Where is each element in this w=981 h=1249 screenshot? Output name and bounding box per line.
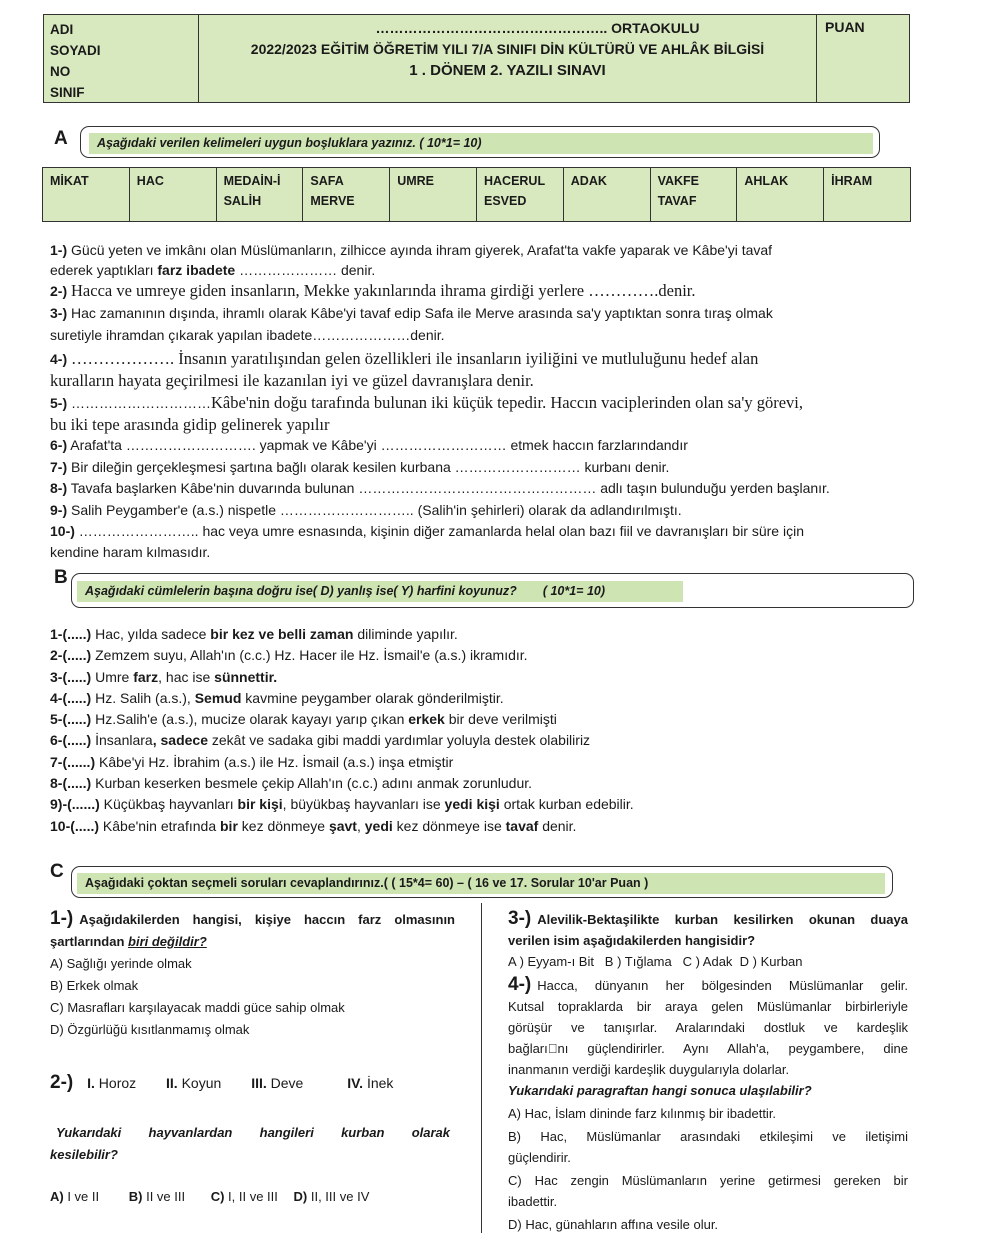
school-name: ………………………………………….. ORTAOKULU — [375, 20, 700, 36]
section-c-letter: C — [50, 861, 64, 882]
mcq-4-paragraph-line: görüşür ve tanışırlar. Aralarındaki dostluk ve kardeşlik — [508, 1020, 908, 1035]
word-cell: UMRE — [390, 168, 477, 221]
column-divider — [481, 903, 482, 1233]
mcq-4-option-c-cont: ibadettir. — [508, 1194, 558, 1209]
fill-question-5-cont: bu iki tepe arasında gidip gelinerek yapılır — [50, 415, 330, 434]
word-cell: VAKFE TAVAF — [651, 168, 738, 221]
word-bank-table — [42, 167, 911, 222]
word-cell: HAC — [130, 168, 217, 221]
word-cell: HACERUL ESVED — [477, 168, 564, 221]
fill-question-10: 10-) …………………….. hac veya umre esnasında, kişinin diğer zamanlarda helal olan bazı fiil ve davranışları bir süre için — [50, 523, 804, 539]
mcq-4-option-b: B) Hac, Müslümanlar arasındaki etkileşimi ve iletişimi — [508, 1129, 908, 1144]
mcq-right-column — [508, 908, 908, 1235]
true-false-item-7: 7-(......) Kâbe'yi Hz. İbrahim (a.s.) ile Hz. İsmail (a.s.) inşa etmiştir — [50, 753, 454, 770]
mcq-4-paragraph-line: Kutsal topraklarda bir araya gelen Müslümanlar birbirleriyle — [508, 999, 908, 1014]
section-a-instruction-box — [80, 126, 880, 158]
word-cell: MİKAT — [43, 168, 130, 221]
fill-question-4-cont: kuralların hayata geçirilmesi ile kazanılan iyi ve güzel davranışlara denir. — [50, 371, 534, 390]
section-b-instruction: Aşağıdaki cümlelerin başına doğru ise( D) yanlış ise( Y) harfini koyunuz? ( 10*1= 10) — [77, 581, 683, 602]
fill-question-3-cont: suretiyle ihramdan çıkarak yapılan ibadete…………………denir. — [50, 327, 445, 343]
mcq-4-option-d: D) Hac, günahların affına vesile olur. — [508, 1217, 719, 1232]
section-c-instruction: Aşağıdaki çoktan seçmeli soruları cevaplandırınız.( ( 15*4= 60) – ( 16 ve 17. Sorular 10'ar Puan ) — [77, 873, 885, 894]
mcq-1-stem: 1-) Aşağıdakilerden hangisi, kişiye haccın farz olmasının — [50, 908, 455, 929]
mcq-1-option-a: A) Sağlığı yerinde olmak — [50, 956, 192, 971]
section-b-letter: B — [54, 567, 68, 588]
word-cell: İHRAM — [831, 174, 873, 188]
mcq-4-question: Yukarıdaki paragraftan hangi sonuca ulaşılabilir? — [508, 1083, 812, 1098]
true-false-item-8: 8-(.....) Kurban keserken besmele çekip Allah'ın (c.c.) adını anmak zorunludur. — [50, 775, 533, 792]
fill-question-9: 9-) Salih Peygamber'e (a.s.) nispetle ……………………….. (Salih'in şehirleri) olarak da adlandırılmıştı. — [50, 501, 682, 518]
fill-question-1: 1-) Gücü yeten ve imkânı olan Müslümanların, zilhicce ayında ihram giyerek, Arafat'ta vakfe yaparak ve Kâbe'yi tavaf — [50, 242, 773, 258]
mcq-left-column — [50, 908, 455, 1041]
word-cell: SAFA MERVE — [303, 168, 390, 221]
mcq-2-options: A) I ve II B) II ve III C) I, II ve III D) II, III ve IV — [50, 1189, 370, 1204]
section-c-instruction-box — [71, 866, 893, 898]
mcq-1-option-d: D) Özgürlüğü kısıtlanmamış olmak — [50, 1022, 250, 1037]
exam-title-block — [199, 15, 817, 102]
fill-question-3: 3-) Hac zamanının dışında, ihramlı olarak Kâbe'yi tavaf edip Safa ile Merve arasında sa'y yaptıktan sonra tıraş olmak — [50, 304, 773, 321]
section-a-instruction: Aşağıdaki verilen kelimeleri uygun boşluklara yazınız. ( 10*1= 10) — [89, 133, 873, 154]
fill-question-6: 6-) Arafat'ta ………………………. yapmak ve Kâbe'yi ……………………… etmek haccın farzlarındandır — [50, 437, 688, 453]
name-label: ADI — [50, 22, 74, 37]
fill-question-1-cont: ederek yaptıkları farz ibadete ………………… denir. — [50, 261, 376, 278]
section-b-instruction-box — [71, 573, 914, 608]
exam-title: 2022/2023 EĞİTİM ÖĞRETİM YILI 7/A SINIFI DİN KÜLTÜRÜ VE AHLÂK BİLGİSİ — [250, 41, 765, 57]
fill-question-2: 2-) Hacca ve umreye giden insanların, Mekke yakınlarında ihrama girdiği yerlere ………….denir. — [50, 280, 696, 300]
mcq-1-option-b: B) Erkek olmak — [50, 978, 139, 993]
true-false-item-10: 10-(.....) Kâbe'nin etrafında bir kez dönmeye şavt, yedi kez dönmeye ise tavaf denir. — [50, 817, 577, 834]
word-cell: MEDAİN-İ SALİH — [217, 168, 304, 221]
mcq-4-option-a: A) Hac, İslam dininde farz kılınmış bir ibadettir. — [508, 1106, 777, 1121]
class-label: SINIF — [50, 85, 85, 100]
mcq-2-items: 2-) I. Horoz II. Koyun III. Deve IV. İnek — [50, 1072, 394, 1093]
mcq-3-stem: 3-) Alevilik-Bektaşilikte kurban kesilirken okunan duaya — [508, 908, 908, 929]
mcq-4-stem: 4-) Hacca, dünyanın her bölgesinden Müslümanlar gelir. — [508, 974, 908, 995]
fill-question-8: 8-) Tavafa başlarken Kâbe'nin duvarında bulunan …………………………………………… adlı taşın bulunduğu yerden başlanır. — [50, 480, 830, 496]
word-cell: AHLAK — [737, 168, 824, 221]
fill-question-10-cont: kendine haram kılmasıdır. — [50, 543, 211, 560]
mcq-4-option-b-cont: güçlendirir. — [508, 1150, 571, 1165]
exam-header — [43, 14, 910, 103]
mcq-4-paragraph-line: bağları nı güçlendirirler. Aynı Allah'a, peygambere, dine — [508, 1041, 908, 1056]
true-false-item-5: 5-(.....) Hz.Salih'e (a.s.), mucize olarak kayayı yarıp çıkan erkek bir deve verilmişti — [50, 711, 557, 728]
fill-question-4: 4-) ………………. İnsanın yaratılışından gelen özellikleri ile insanların iyiliğini ve mutluluğunu hedef alan — [50, 349, 759, 368]
true-false-item-1: 1-(.....) Hac, yılda sadece bir kez ve belli zaman diliminde yapılır. — [50, 626, 458, 642]
score-box — [817, 15, 909, 102]
mcq-1-stem-cont: şartlarından biri değildir? — [50, 934, 207, 949]
mcq-3-options: A ) Eyyam-ı Bit B ) Tığlama C ) Adak D ) Kurban — [508, 954, 803, 969]
mcq-3-stem-cont: verilen isim aşağıdakilerden hangisidir? — [508, 933, 756, 948]
true-false-item-9: 9)-(......) Küçükbaş hayvanları bir kişi, büyükbaş hayvanları ise yedi kişi ortak kurban edebilir. — [50, 796, 634, 813]
surname-label: SOYADI — [50, 43, 101, 58]
true-false-item-4: 4-(.....) Hz. Salih (a.s.), Semud kavmine peygamber olarak gönderilmiştir. — [50, 689, 504, 706]
student-info-labels — [44, 15, 199, 102]
mcq-4-option-c: C) Hac zengin Müslümanların yerine getirmesi gereken bir — [508, 1173, 908, 1188]
true-false-item-3: 3-(.....) Umre farz, hac ise sünnettir. — [50, 668, 278, 685]
number-label: NO — [50, 64, 71, 79]
mcq-2-stem: Yukarıdaki hayvanlardan hangileri kurban olarak kesilebilir? — [50, 1125, 450, 1162]
exam-subtitle: 1 . DÖNEM 2. YAZILI SINAVI — [409, 62, 606, 79]
section-b-items — [50, 624, 920, 837]
fill-question-5: 5-) …………………………Kâbe'nin doğu tarafında bulunan iki küçük tepedir. Haccın vaciplerinden olan sa'y görevi, — [50, 393, 803, 412]
word-cell: ADAK — [564, 168, 651, 221]
fill-question-7: 7-) Bir dileğin gerçekleşmesi şartına bağlı olarak kesilen kurbana ……………………… kurbanı denir. — [50, 458, 670, 475]
score-label: PUAN — [825, 19, 865, 35]
section-a-letter: A — [54, 128, 68, 149]
true-false-item-2: 2-(.....) Zemzem suyu, Allah'ın (c.c.) Hz. Hacer ile Hz. İsmail'e (a.s.) ikramıdır. — [50, 647, 528, 664]
section-a-questions — [50, 240, 920, 561]
true-false-item-6: 6-(.....) İnsanlara, sadece zekât ve sadaka gibi maddi yardımlar yoluyla destek olabiliriz — [50, 732, 591, 749]
mcq-1-option-c: C) Masrafları karşılayacak maddi güce sahip olmak — [50, 1000, 345, 1015]
mcq-4-paragraph-line: inanmanın verdiği kardeşlik duygularıyla dolarlar. — [508, 1062, 790, 1077]
